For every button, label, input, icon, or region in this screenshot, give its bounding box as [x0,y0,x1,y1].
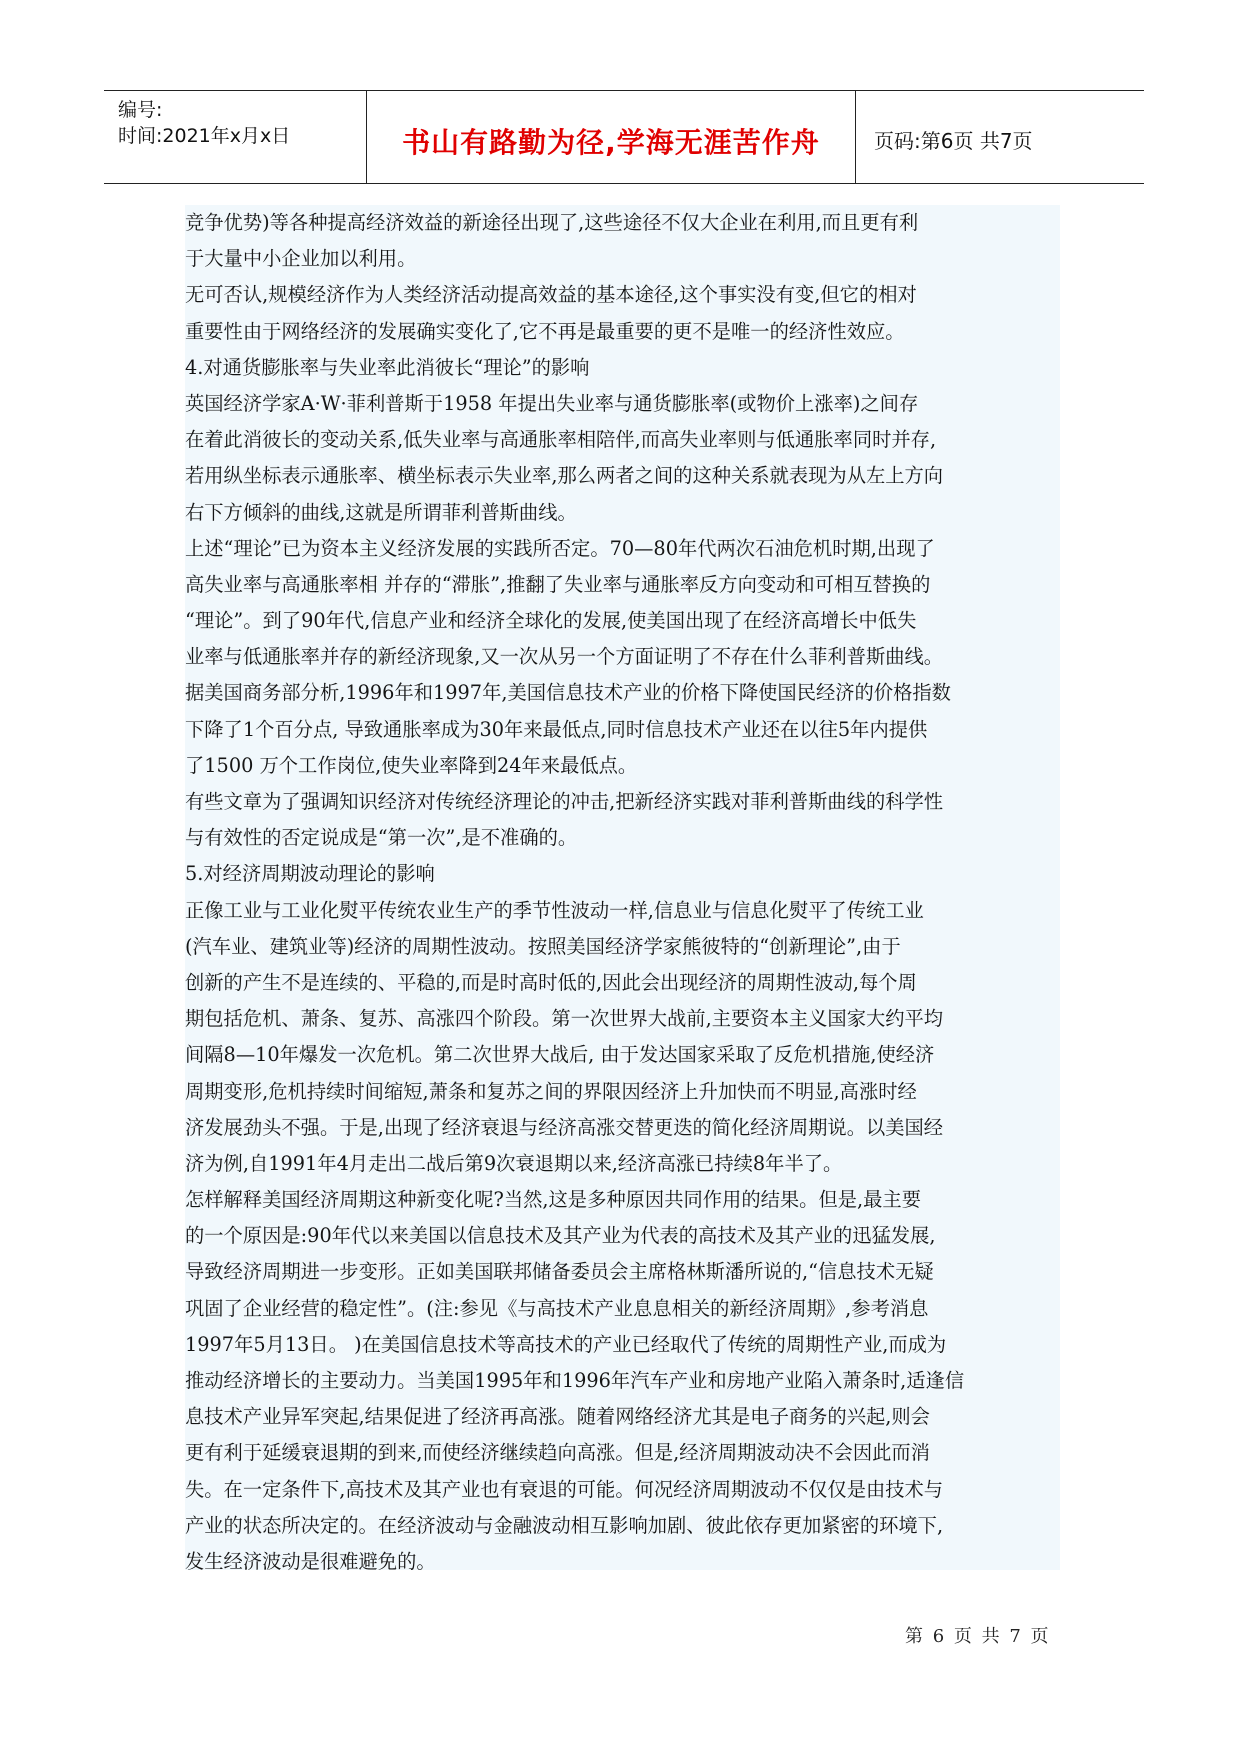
text-line: 济为例,自1991年4月走出二战后第9次衰退期以来,经济高涨已持续8年半了。 [185,1151,843,1175]
text-line: 间隔8—10年爆发一次危机。第二次世界大战后, 由于发达国家采取了反危机措施,使经济 [185,1043,935,1067]
text-line: 正像工业与工业化熨平传统农业生产的季节性波动一样,信息业与信息化熨平了传统工业 [185,898,924,922]
text-line: 推动经济增长的主要动力。当美国1995年和1996年汽车产业和房地产业陷入萧条时,适逢信 [185,1369,965,1392]
text-line: 英国经济学家A·W·菲利普斯于1958 年提出失业率与通货膨胀率(或物价上涨率)之间存 [185,391,919,415]
text-line: 巩固了企业经营的稳定性”。(注:参见《与高技术产业息息相关的新经济周期》,参考消息 [185,1296,929,1320]
text-line: 更有利于延缓衰退期的到来,而使经济继续趋向高涨。但是,经济周期波动决不会因此而消 [185,1441,930,1465]
text-line: 无可否认,规模经济作为人类经济活动提高效益的基本途径,这个事实没有变,但它的相对 [185,283,917,307]
text-line: 失。在一定条件下,高技术及其产业也有衰退的可能。何况经济周期波动不仅仅是由技术与 [185,1477,944,1501]
text-line: 5.对经济周期波动理论的影响 [185,862,435,886]
text-line: 了1500 万个工作岗位,使失业率降到24年来最低点。 [185,753,638,777]
header-middle-cell [366,91,856,183]
text-line: (汽车业、建筑业等)经济的周期性波动。按照美国经济学家熊彼特的“创新理论”,由于 [185,934,901,958]
text-line: 济发展劲头不强。于是,出现了经济衰退与经济高涨交替更迭的简化经济周期说。以美国经 [185,1115,944,1139]
text-line: 发生经济波动是很难避免的。 [185,1549,436,1573]
document-time-label: 时间:2021年x月x日 [118,125,291,147]
text-line: 据美国商务部分析,1996年和1997年,美国信息技术产业的价格下降使国民经济的价格指数 [185,681,951,705]
text-line: 产业的状态所决定的。在经济波动与金融波动相互影响加剧、彼此依存更加紧密的环境下, [185,1513,944,1537]
header-page-info: 页码:第6页 共7页 [874,129,1033,153]
text-line: 于大量中小企业加以利用。 [185,247,417,271]
document-body [185,205,1060,1573]
text-line: 导致经济周期进一步变形。正如美国联邦储备委员会主席格林斯潘所说的,“信息技术无疑 [185,1260,934,1284]
page-header [104,90,1144,184]
text-line: 竞争优势)等各种提高经济效益的新途径出现了,这些途径不仅大企业在利用,而且更有利 [185,211,919,234]
header-right-cell [856,91,1144,183]
text-line: 上述“理论”已为资本主义经济发展的实践所否定。70—80年代两次石油危机时期,出现了 [185,536,935,560]
text-line: 下降了1个百分点, 导致通胀率成为30年来最低点,同时信息技术产业还在以往5年内提供 [185,717,928,741]
text-line: 在着此消彼长的变动关系,低失业率与高通胀率相陪伴,而高失业率则与低通胀率同时并存, [185,428,937,452]
text-line: 与有效性的否定说成是“第一次”,是不准确的。 [185,826,578,850]
text-line: 重要性由于网络经济的发展确实变化了,它不再是最重要的更不是唯一的经济性效应。 [185,319,905,343]
text-line: 有些文章为了强调知识经济对传统经济理论的冲击,把新经济实践对菲利普斯曲线的科学性 [185,790,944,813]
header-motto: 书山有路勤为径,学海无涯苦作舟 [402,126,820,159]
text-line: 4.对通货膨胀率与失业率此消彼长“理论”的影响 [185,355,590,379]
header-left-cell [104,91,366,183]
text-line: 若用纵坐标表示通胀率、横坐标表示失业率,那么两者之间的这种关系就表现为从左上方向 [185,464,944,488]
body-text [185,205,1060,1580]
text-line: 期包括危机、萧条、复苏、高涨四个阶段。第一次世界大战前,主要资本主义国家大约平均 [185,1007,944,1031]
text-line: 的一个原因是:90年代以来美国以信息技术及其产业为代表的高技术及其产业的迅猛发展, [185,1224,936,1248]
text-line: 1997年5月13日。 )在美国信息技术等高技术的产业已经取代了传统的周期性产业,而成为 [185,1332,947,1356]
document-number-label: 编号: [118,99,163,121]
page-footer: 第 6 页 共 7 页 [905,1626,1051,1647]
text-line: 周期变形,危机持续时间缩短,萧条和复苏之间的界限因经济上升加快而不明显,高涨时经 [185,1079,917,1103]
text-line: 右下方倾斜的曲线,这就是所谓菲利普斯曲线。 [185,500,577,524]
text-line: 业率与低通胀率并存的新经济现象,又一次从另一个方面证明了不存在什么菲利普斯曲线。 [185,645,944,669]
text-line: 怎样解释美国经济周期这种新变化呢?当然,这是多种原因共同作用的结果。但是,最主要 [185,1188,921,1212]
text-line: “理论”。到了90年代,信息产业和经济全球化的发展,使美国出现了在经济高增长中低失 [185,609,917,633]
text-line: 创新的产生不是连续的、平稳的,而是时高时低的,因此会出现经济的周期性波动,每个周 [185,970,917,994]
text-line: 高失业率与高通胀率相 并存的“滞胀”,推翻了失业率与通胀率反方向变动和可相互替换的 [185,572,931,596]
text-line: 息技术产业异军突起,结果促进了经济再高涨。随着网络经济尤其是电子商务的兴起,则会 [185,1405,930,1429]
